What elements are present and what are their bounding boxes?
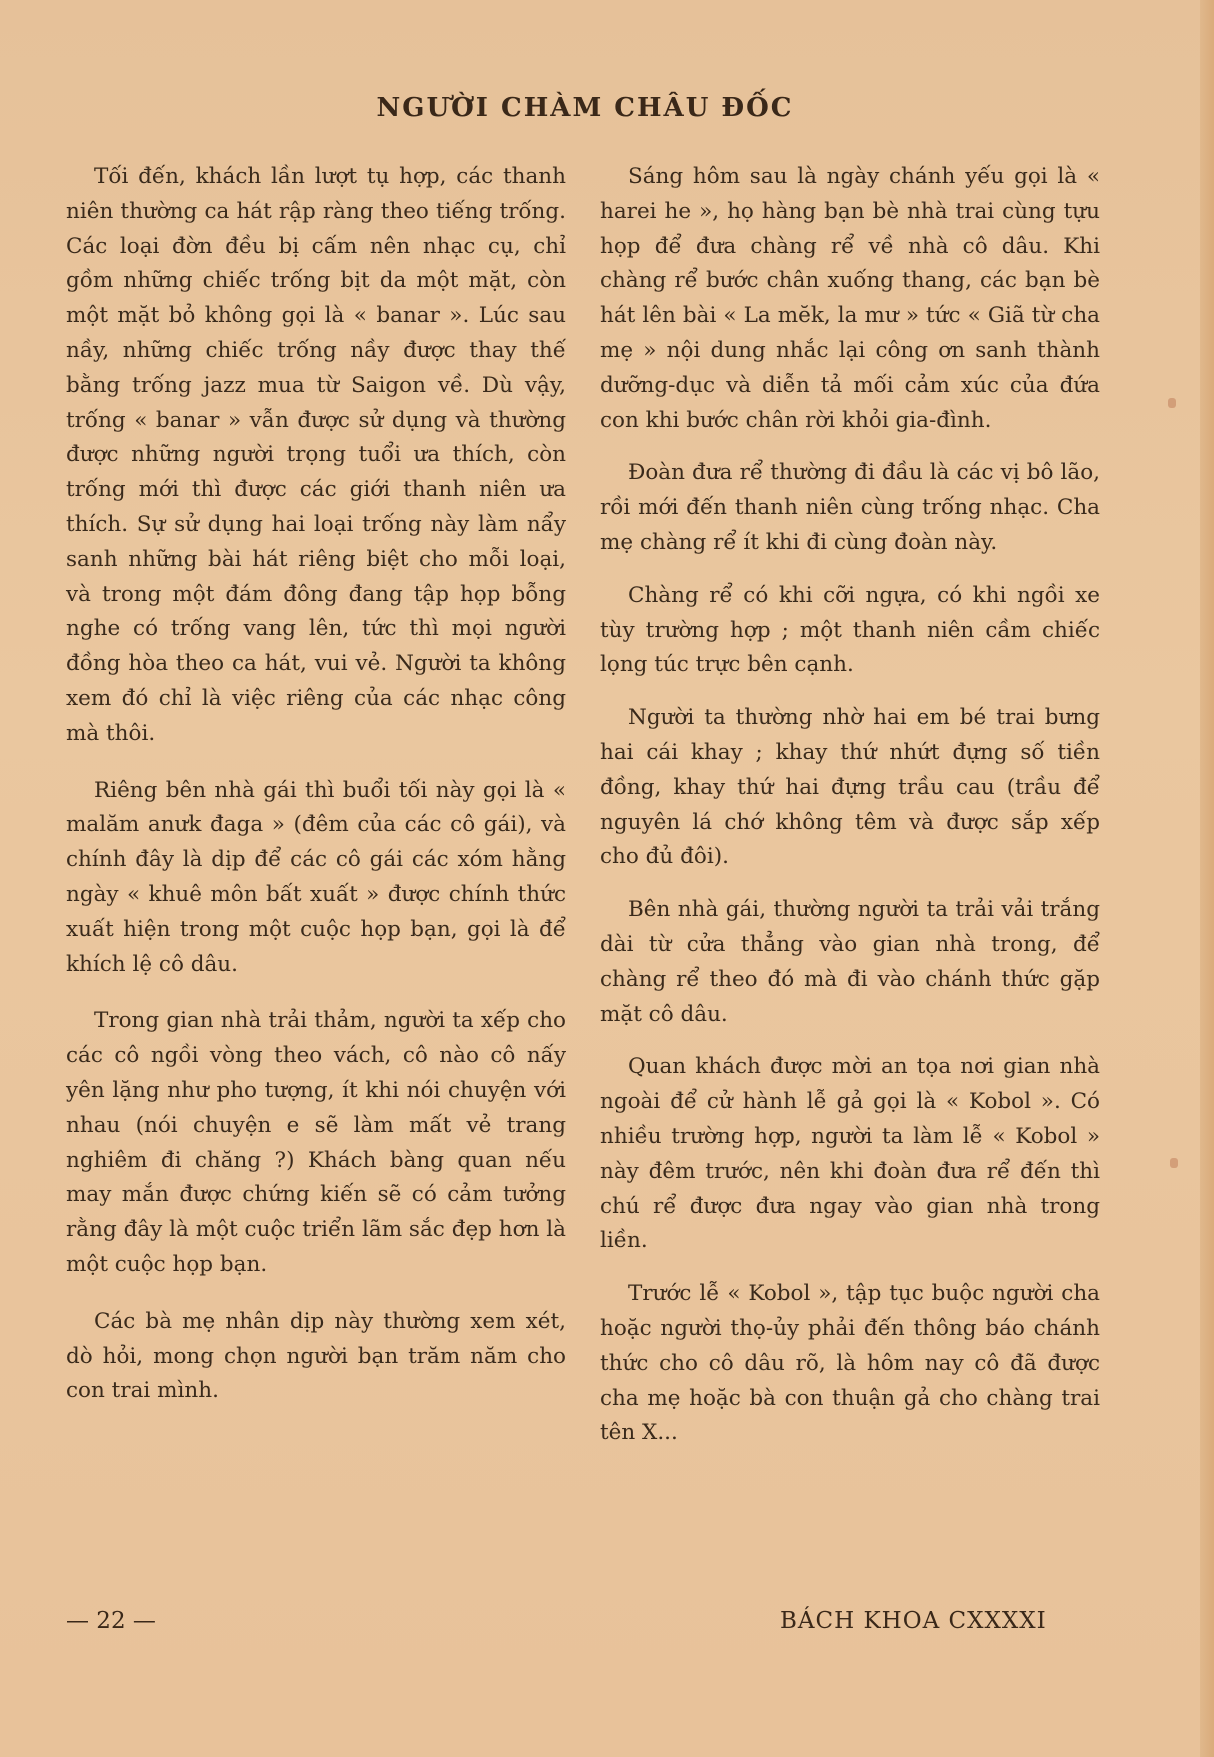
paragraph: Các bà mẹ nhân dịp này thường xem xét, dò hỏi, mong chọn người bạn trăm năm cho con trai mình. [66,1308,566,1404]
right-column [600,160,1100,1469]
paragraph: Quan khách được mời an tọa nơi gian nhà ngoài để cử hành lễ gả gọi là « Kobol ». Có nhiều trường hợp, người ta làm lễ « Kobol » này đêm trước, nên khi đoàn đưa rể đến thì chú rể được đưa ngay vào gian nhà trong liền. [600,1054,1100,1254]
publication-name: BÁCH KHOA CXXXXI [780,1608,1047,1634]
paragraph: Chàng rể có khi cỡi ngựa, có khi ngồi xe tùy trường hợp ; một thanh niên cầm chiếc lọng túc trực bên cạnh. [600,582,1100,678]
paragraph: Bên nhà gái, thường người ta trải vải trắng dài từ cửa thẳng vào gian nhà trong, để chàng rể theo đó mà đi vào chánh thức gặp mặt cô dâu. [600,897,1100,1027]
paper-stain [1170,1158,1178,1168]
running-header: NGƯỜI CHÀM CHÂU ĐỐC [376,93,794,123]
left-column [66,160,566,1431]
page-edge [1200,0,1214,1757]
paper-stain [1168,398,1176,408]
paragraph: Riêng bên nhà gái thì buổi tối này gọi là « malăm anưk đaga » (đêm của các cô gái), và chính đây là dịp để các cô gái các xóm hằng ngày « khuê môn bất xuất » được chính thức xuất hiện trong một cuộc họp bạn, gọi là để khích lệ cô dâu. [66,777,566,977]
paragraph: Người ta thường nhờ hai em bé trai bưng hai cái khay ; khay thứ nhứt đựng số tiền đồng, khay thứ hai đựng trầu cau (trầu để nguyên lá chớ không têm và được sắp xếp cho đủ đôi). [600,705,1100,870]
paragraph: Trong gian nhà trải thảm, người ta xếp cho các cô ngồi vòng theo vách, cô nào cô nấy yên lặng như pho tượng, ít khi nói chuyện với nhau (nói chuyện e sẽ làm mất vẻ trang nghiêm đi chăng ?) Khách bàng quan nếu may mắn được chứng kiến sẽ có cảm tưởng rằng đây là một cuộc triển lãm sắc đẹp hơn là một cuộc họp bạn. [66,1008,566,1277]
paragraph: Sáng hôm sau là ngày chánh yếu gọi là « harei he », họ hàng bạn bè nhà trai cùng tựu họp để đưa chàng rể về nhà cô dâu. Khi chàng rể bước chân xuống thang, các bạn bè hát lên bài « La mĕk, la mư » tức « Giã từ cha mẹ » nội dung nhắc lại công ơn sanh thành dưỡng-dục và diễn tả mối cảm xúc của đứa con khi bước chân rời khỏi gia-đình. [600,164,1100,433]
page-number: — 22 — [66,1608,156,1634]
paragraph: Trước lễ « Kobol », tập tục buộc người cha hoặc người thọ-ủy phải đến thông báo chánh thức cho cô dâu rõ, là hôm nay cô đã được cha mẹ hoặc bà con thuận gả cho chàng trai tên X... [600,1281,1100,1446]
paragraph: Tối đến, khách lần lượt tụ hợp, các thanh niên thường ca hát rập ràng theo tiếng trống. Các loại đờn đều bị cấm nên nhạc cụ, chỉ gồm những chiếc trống bịt da một mặt, còn một mặt bỏ không gọi là « banar ». Lúc sau nầy, những chiếc trống nầy được thay thế bằng trống jazz mua từ Saigon về. Dù vậy, trống « banar » vẫn được sử dụng và thường được những người trọng tuổi ưa thích, còn trống mới thì được các giới thanh niên ưa thích. Sự sử dụng hai loại trống này làm nẩy sanh những bài hát riêng biệt cho mỗi loại, và trong một đám đông đang tập họp bỗng nghe có trống vang lên, tức thì mọi người đồng hòa theo ca hát, vui vẻ. Người ta không xem đó chỉ là việc riêng của các nhạc công mà thôi. [66,164,566,746]
paragraph: Đoàn đưa rể thường đi đầu là các vị bô lão, rồi mới đến thanh niên cùng trống nhạc. Cha mẹ chàng rể ít khi đi cùng đoàn này. [600,460,1100,555]
